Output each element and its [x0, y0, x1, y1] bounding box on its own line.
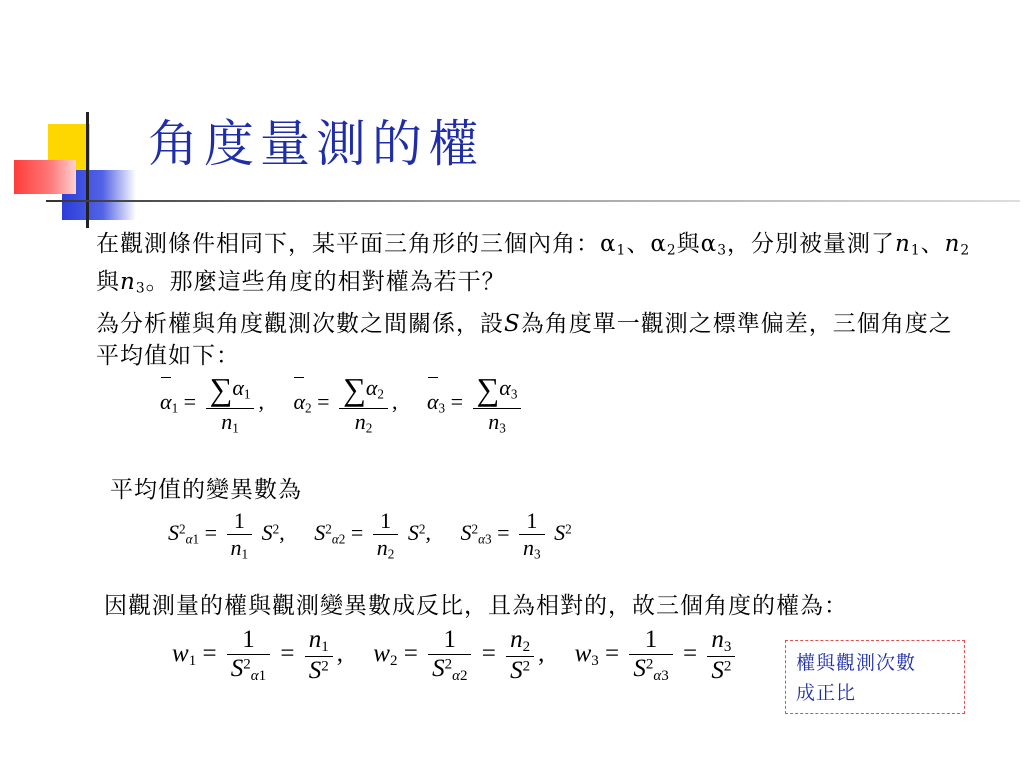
n1-symbol: n — [894, 231, 911, 257]
weight-3-equation: $w_3$ = $\frac{1}{S^2_{\alpha 3}}$ = $\frac{n_3}{S^2}$ — [575, 626, 740, 685]
weight-1-equation: $w_1$ = $\frac{1}{S^2_{\alpha 1}}$ = $\frac{n_1}{S^2}$ , — [172, 626, 344, 684]
alpha-1-symbol: $\alpha_1$ — [600, 231, 627, 259]
deco-vertical-line — [86, 112, 89, 228]
weight-2-equation: $w_2$ = $\frac{1}{S^2_{\alpha 2}}$ = $\frac{n_2}{S^2}$ , — [373, 626, 545, 684]
variance-heading: 平均值的變異數為 — [110, 477, 302, 503]
alpha-3-symbol: $\alpha_3$ — [700, 231, 727, 259]
intro-paragraph: 在觀測條件相同下，某平面三角形的三個內角：$\alpha_1$、$\alpha_2$與$\alpha_3$，分別被量測了$n_1$、$n_2$與$n_3$。那麼這些角度的相對權為若干？ — [96, 231, 971, 297]
alpha-2-symbol: $\alpha_2$ — [650, 231, 677, 259]
note-line-1: 權與觀測次數 — [796, 652, 917, 674]
mean-equations — [160, 372, 549, 436]
s-symbol: S — [504, 311, 521, 337]
note-box — [785, 640, 965, 714]
weight-paragraph: 因觀測量的權與觀測變異數成反比，且為相對的，故三個角度的權為： — [104, 593, 848, 619]
deco-red-square — [14, 160, 76, 194]
title-underline — [46, 200, 1020, 202]
mean-alpha-3-equation: $\alpha_3$ = $\frac{\sum\alpha_3}{n_3}$ — [427, 372, 525, 436]
variance-alpha-2-equation: $S^2_{\alpha 2}$ = $\frac{1}{n_2}$ $S^2$, — [314, 508, 431, 562]
slide-title: 角度量測的權 — [148, 115, 484, 173]
variance-alpha-3-equation: $S^2_{\alpha 3}$ = $\frac{1}{n_3}$ $S^2$ — [460, 508, 572, 562]
weight-equations — [172, 626, 763, 685]
n2-symbol: n — [944, 231, 961, 257]
variance-equations — [168, 508, 596, 562]
variance-alpha-1-equation: $S^2_{\alpha 1}$ = $\frac{1}{n_1}$ $S^2$, — [168, 508, 285, 562]
note-line-2: 成正比 — [796, 682, 857, 704]
intro-text: 在觀測條件相同下，某平面三角形的三個內角： — [96, 231, 600, 257]
mean-alpha-1-equation: $\alpha_1$ = $\frac{\sum\alpha_1}{n_1}$ , — [160, 372, 264, 436]
n3-symbol: n — [120, 269, 136, 296]
analysis-paragraph: 為分析權與角度觀測次數之間關係，設S為角度單一觀測之標準偏差，三個角度之平均值如下： — [96, 311, 953, 369]
mean-alpha-2-equation: $\alpha_2$ = $\frac{\sum\alpha_2}{n_2}$ , — [293, 372, 398, 436]
